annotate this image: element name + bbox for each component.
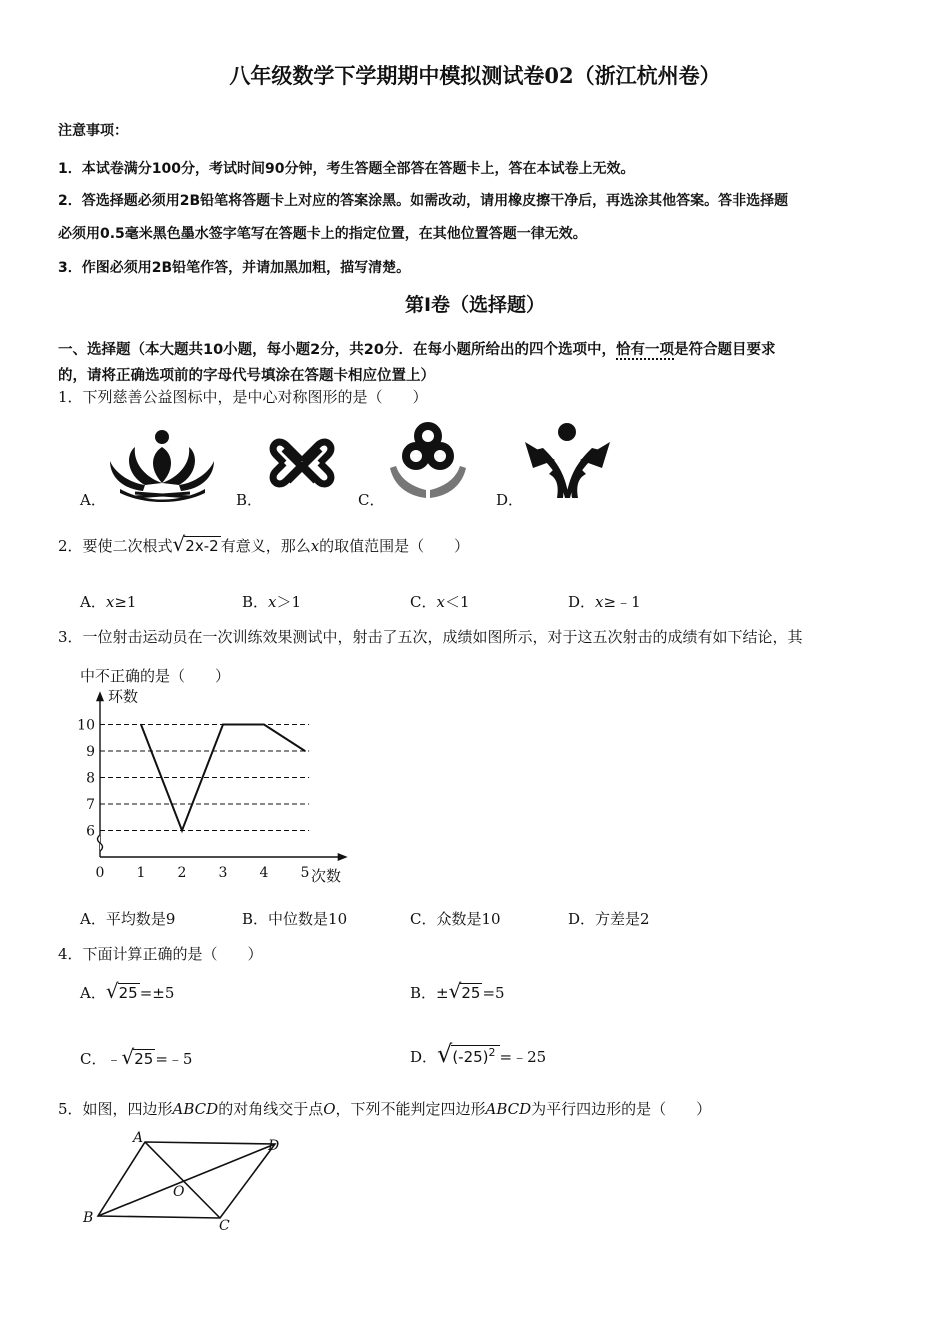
y-tick-label: 7: [86, 797, 95, 813]
emphasis-dots: 恰有一项: [615, 342, 674, 358]
parallelogram-figure: [80, 1130, 290, 1235]
data-point: [181, 830, 183, 832]
score-line-chart: [70, 687, 370, 895]
q4-option-a[interactable]: A．√25 =±5: [80, 979, 175, 1003]
x-tick-label: 5: [300, 865, 310, 881]
q2-option-b[interactable]: B．x＞1: [242, 593, 302, 611]
q3-option-d[interactable]: D．方差是2: [568, 910, 650, 928]
notice-heading: 注意事项：: [58, 123, 128, 139]
q1-option-a[interactable]: A．: [80, 491, 106, 509]
center-label-o: O: [173, 1184, 185, 1200]
vertex-label-a: A: [133, 1130, 144, 1146]
section1-instructions-line2: 的，请将正确选项前的字母代号填涂在答题卡相应位置上）: [58, 368, 435, 384]
charity-hands-clover-icon: [388, 418, 468, 500]
notice-item-2-line2: 必须用0.5毫米黑色墨水签字笔写在答题卡上的指定位置，在其他位置答题一律无效。: [58, 226, 587, 242]
q3-option-c[interactable]: C．众数是10: [410, 910, 501, 928]
charity-lotus-icon: [105, 425, 220, 503]
charity-heart-clover-icon: [264, 425, 340, 501]
data-point: [304, 750, 306, 752]
q4-stem: 4．下面计算正确的是（ ）: [58, 945, 263, 963]
q3-option-b[interactable]: B．中位数是10: [242, 910, 348, 928]
q2-stem: 2．要使二次根式√2x-2 有意义，那么x的取值范围是（ ）: [58, 532, 470, 556]
q4-option-d[interactable]: D．$√(-25)^2$ =﹣25: [410, 1040, 547, 1068]
vertex-label-d: D: [268, 1138, 280, 1154]
q1-stem: 1．下列慈善公益图标中，是中心对称图形的是（ ）: [58, 388, 428, 406]
x-tick-label: 0: [95, 865, 105, 881]
section1-instructions-line1: 一、选择题（本大题共10小题，每小题2分，共20分．在每小题所给出的四个选项中，恰有一项是符合题目要求: [58, 342, 776, 358]
vertex-label-c: C: [219, 1218, 230, 1234]
vertex-label-b: B: [83, 1210, 94, 1226]
q5-stem: 5．如图，四边形ABCD的对角线交于点O，下列不能判定四边形ABCD为平行四边形的是（ ）: [58, 1100, 712, 1118]
y-tick-label: 8: [86, 770, 95, 787]
x-tick-label: 1: [136, 865, 146, 881]
notice-item-2-line1: 2．答选择题必须用2B铅笔将答题卡上对应的答案涂黑。如需改动，请用橡皮擦干净后，再选涂其他答案。答非选择题: [58, 193, 789, 209]
x-tick-label: 2: [177, 865, 187, 881]
q1-option-b[interactable]: B．: [236, 491, 263, 509]
x-axis-arrow: [338, 853, 348, 861]
y-axis-label: 环数: [108, 687, 139, 706]
y-tick-label: 6: [86, 823, 95, 840]
section-title: 第Ⅰ卷（选择题）: [404, 294, 546, 316]
y-axis-break: [98, 835, 103, 851]
q1-option-c[interactable]: C．: [358, 491, 385, 509]
data-point: [263, 724, 265, 726]
diagonal-ac: [145, 1142, 220, 1218]
notice-item-1: 1．本试卷满分100分，考试时间90分钟，考生答题全部答在答题卡上，答在本试卷上无效。: [58, 161, 635, 177]
y-axis-arrow: [96, 691, 104, 701]
data-point: [222, 724, 224, 726]
q4-option-b[interactable]: B．±√25 =5: [410, 979, 505, 1003]
q2-option-d[interactable]: D．x≥﹣1: [568, 593, 641, 611]
x-axis-label: 次数: [311, 867, 342, 885]
q2-radicand: 2x-2: [185, 537, 219, 555]
q4-option-c[interactable]: C．﹣√25 =﹣5: [80, 1045, 193, 1069]
q2-option-a[interactable]: A．x≥1: [80, 593, 137, 611]
page-title: 八年级数学下学期期中模拟测试卷02（浙江杭州卷）: [229, 63, 721, 88]
y-tick-label: 10: [77, 717, 95, 734]
q1-option-d[interactable]: D．: [496, 491, 524, 509]
y-tick-label: 9: [86, 744, 95, 760]
x-tick-label: 4: [259, 865, 269, 881]
q3-stem-line1: 3．一位射击运动员在一次训练效果测试中，射击了五次，成绩如图所示，对于这五次射击的成绩有如下结论，其: [58, 628, 803, 646]
x-tick-label: 3: [218, 865, 228, 881]
data-point: [140, 724, 142, 726]
charity-person-icon: [525, 420, 610, 502]
q2-option-c[interactable]: C．x＜1: [410, 593, 470, 611]
q3-stem-line2: 中不正确的是（ ）: [80, 667, 231, 685]
notice-item-3: 3．作图必须用2B铅笔作答，并请加黑加粗，描写清楚。: [58, 260, 411, 276]
q3-option-a[interactable]: A．平均数是9: [80, 910, 176, 928]
